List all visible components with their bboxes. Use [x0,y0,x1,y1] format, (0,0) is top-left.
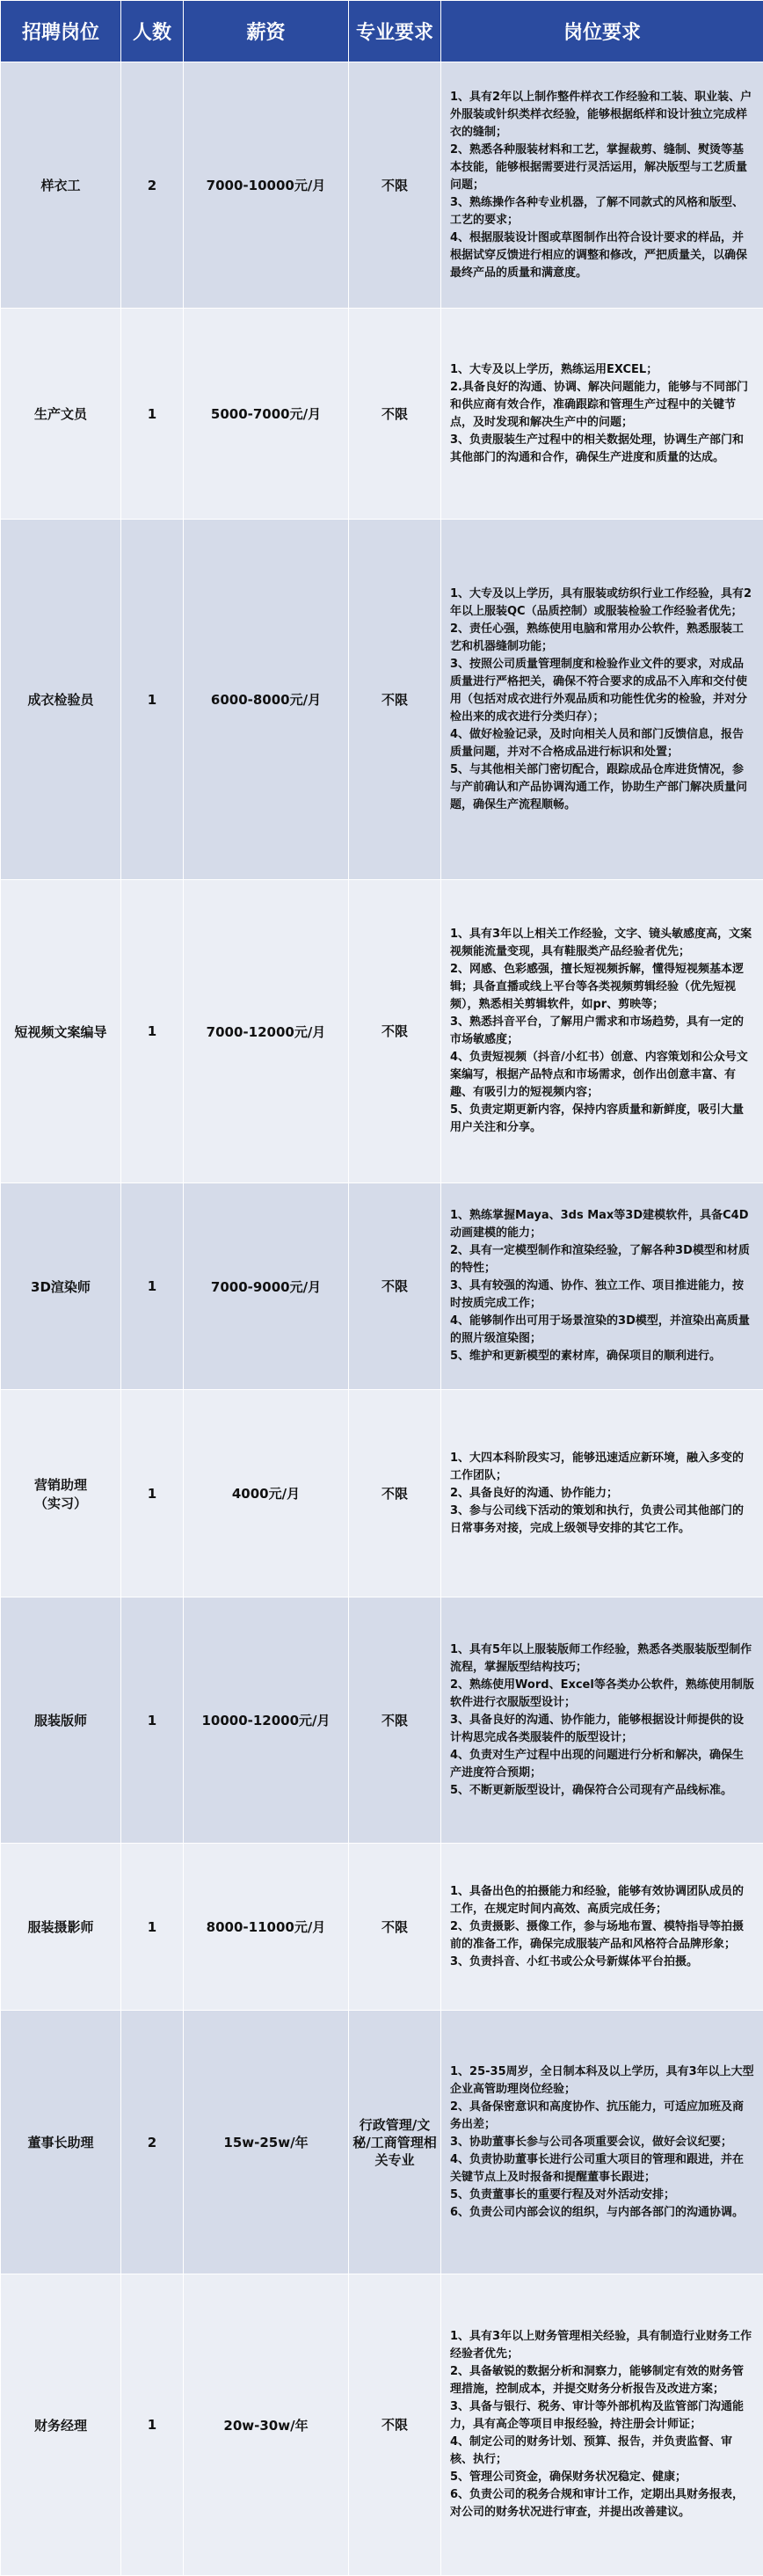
salary-cell: 10000-12000元/月 [184,1597,349,1844]
table-row [1,1183,763,1390]
requirements-cell: 1、具有3年以上相关工作经验，文字、镜头敏感度高，文案视频能流量变现，具有鞋服类产品经验者优先； 2、网感、色彩感强，擅长短视频拆解，懂得短视频基本逻辑；具备直播或线上平台等各类视频剪辑经验（优先短视频），熟悉相关剪辑软件，如pr、剪映等； 3、熟悉抖音平台，了解用户需求和市场趋势，具有一定的市场敏感度； 4、负责短视频（抖音/小红书）创意、内容策划和公众号文案编写，根据产品特点和市场需求，创作出创意丰富、有趣、有吸引力的短视频内容； 5、负责定期更新内容，保持内容质量和新鲜度，吸引大量用户关注和分享。 [441,880,763,1183]
salary-cell: 15w-25w/年 [184,2011,349,2274]
header-salary: 薪资 [184,1,349,62]
position-cell: 生产文员 [1,309,121,520]
count-cell: 1 [121,520,184,880]
count-cell: 1 [121,1183,184,1390]
count-cell: 1 [121,1597,184,1844]
requirements-cell: 1、具备出色的拍摄能力和经验，能够有效协调团队成员的工作，在规定时间内高效、高质完成任务； 2、负责摄影、摄像工作，参与场地布置、模特指导等拍摄前的准备工作，确保完成服装产品和风格符合品牌形象； 3、负责抖音、小红书或公众号新媒体平台拍摄。 [441,1844,763,2011]
salary-cell: 6000-8000元/月 [184,520,349,880]
requirements-cell: 1、大四本科阶段实习，能够迅速适应新环境，融入多变的工作团队； 2、具备良好的沟通、协作能力； 3、参与公司线下活动的策划和执行，负责公司其他部门的日常事务对接，完成上级领导安排的其它工作。 [441,1390,763,1597]
position-cell: 营销助理 （实习） [1,1390,121,1597]
major-cell: 不限 [349,1844,441,2011]
major-cell: 不限 [349,880,441,1183]
table-row [1,1597,763,1844]
count-cell: 2 [121,2011,184,2274]
count-cell: 1 [121,880,184,1183]
salary-cell: 8000-11000元/月 [184,1844,349,2011]
position-cell: 成衣检验员 [1,520,121,880]
table-row [1,309,763,520]
salary-cell: 7000-9000元/月 [184,1183,349,1390]
count-cell: 1 [121,309,184,520]
header-position: 招聘岗位 [1,1,121,62]
table-row [1,2274,763,2576]
salary-cell: 20w-30w/年 [184,2274,349,2576]
table-row [1,1390,763,1597]
table-row [1,2011,763,2274]
count-cell: 1 [121,1390,184,1597]
position-cell: 样衣工 [1,62,121,309]
salary-cell: 7000-12000元/月 [184,880,349,1183]
table-row [1,880,763,1183]
table-header-row [1,1,763,62]
major-cell: 不限 [349,1183,441,1390]
position-cell: 董事长助理 [1,2011,121,2274]
position-cell: 短视频文案编导 [1,880,121,1183]
major-cell: 不限 [349,1390,441,1597]
table-row [1,520,763,880]
header-count: 人数 [121,1,184,62]
major-cell: 不限 [349,309,441,520]
requirements-cell: 1、大专及以上学历，具有服装或纺织行业工作经验，具有2年以上服装QC（品质控制）或服装检验工作经验者优先； 2、责任心强，熟练使用电脑和常用办公软件，熟悉服装工艺和机器缝制功能； 3、按照公司质量管理制度和检验作业文件的要求，对成品质量进行严格把关，确保不符合要求的成品不入库和交付使用（包括对成衣进行外观品质和功能性优劣的检验，并对分检出来的成衣进行分类归存）； 4、做好检验记录，及时向相关人员和部门反馈信息，报告质量问题，并对不合格成品进行标识和处置； 5、与其他相关部门密切配合，跟踪成品仓库进货情况，参与产前确认和产品协调沟通工作，协助生产部门解决质量问题，确保生产流程顺畅。 [441,520,763,880]
requirements-cell: 1、大专及以上学历，熟练运用EXCEL； 2.具备良好的沟通、协调、解决问题能力，能够与不同部门和供应商有效合作，准确跟踪和管理生产过程中的关键节点，及时发现和解决生产中的问题； 3、负责服装生产过程中的相关数据处理，协调生产部门和其他部门的沟通和合作，确保生产进度和质量的达成。 [441,309,763,520]
major-cell: 不限 [349,2274,441,2576]
major-cell: 不限 [349,62,441,309]
major-cell: 不限 [349,1597,441,1844]
salary-cell: 5000-7000元/月 [184,309,349,520]
requirements-cell: 1、熟练掌握Maya、3ds Max等3D建模软件，具备C4D动画建模的能力； 2、具有一定模型制作和渲染经验，了解各种3D模型和材质的特性； 3、具有较强的沟通、协作、独立工作、项目推进能力，按时按质完成工作； 4、能够制作出可用于场景渲染的3D模型，并渲染出高质量的照片级渲染图； 5、维护和更新模型的素材库，确保项目的顺利进行。 [441,1183,763,1390]
major-cell: 不限 [349,520,441,880]
salary-cell: 4000元/月 [184,1390,349,1597]
major-cell: 行政管理/文秘/工商管理相关专业 [349,2011,441,2274]
header-requirements: 岗位要求 [441,1,763,62]
requirements-cell: 1、具有2年以上制作整件样衣工作经验和工装、职业装、户外服装或针织类样衣经验，能够根据纸样和设计独立完成样衣的缝制； 2、熟悉各种服装材料和工艺，掌握裁剪、缝制、熨烫等基本技能，能够根据需要进行灵活运用，解决版型与工艺质量问题； 3、熟练操作各种专业机器，了解不同款式的风格和版型、工艺的要求； 4、根据服装设计图或草图制作出符合设计要求的样品，并根据试穿反馈进行相应的调整和修改，严把质量关，以确保最终产品的质量和满意度。 [441,62,763,309]
requirements-cell: 1、具有3年以上财务管理相关经验，具有制造行业财务工作经验者优先； 2、具备敏锐的数据分析和洞察力，能够制定有效的财务管理措施，控制成本，并提交财务分析报告及改进方案； 3、具备与银行、税务、审计等外部机构及监管部门沟通能力，具有高企等项目申报经验，持注册会计师证； 4、制定公司的财务计划、预算、报告，并负责监督、审核、执行； 5、管理公司资金，确保财务状况稳定、健康； 6、负责公司的税务合规和审计工作，定期出具财务报表，对公司的财务状况进行审查，并提出改善建议。 [441,2274,763,2576]
requirements-cell: 1、25-35周岁，全日制本科及以上学历，具有3年以上大型企业高管助理岗位经验； 2、具备保密意识和高度协作、抗压能力，可适应加班及商务出差； 3、协助董事长参与公司各项重要会议，做好会议纪要； 4、负责协助董事长进行公司重大项目的管理和跟进，并在关键节点上及时报备和提醒董事长跟进； 5、负责董事长的重要行程及对外活动安排； 6、负责公司内部会议的组织，与内部各部门的沟通协调。 [441,2011,763,2274]
count-cell: 1 [121,1844,184,2011]
position-cell: 3D渲染师 [1,1183,121,1390]
table-row [1,62,763,309]
count-cell: 1 [121,2274,184,2576]
count-cell: 2 [121,62,184,309]
position-cell: 财务经理 [1,2274,121,2576]
position-cell: 服装摄影师 [1,1844,121,2011]
requirements-cell: 1、具有5年以上服装版师工作经验，熟悉各类服装版型制作流程，掌握版型结构技巧； 2、熟练使用Word、Excel等各类办公软件，熟练使用制版软件进行衣服版型设计； 3、具备良好的沟通、协作能力，能够根据设计师提供的设计构思完成各类服装件的版型设计； 4、负责对生产过程中出现的问题进行分析和解决，确保生产进度符合预期； 5、不断更新版型设计，确保符合公司现有产品线标准。 [441,1597,763,1844]
salary-cell: 7000-10000元/月 [184,62,349,309]
table-row [1,1844,763,2011]
header-major: 专业要求 [349,1,441,62]
position-cell: 服装版师 [1,1597,121,1844]
